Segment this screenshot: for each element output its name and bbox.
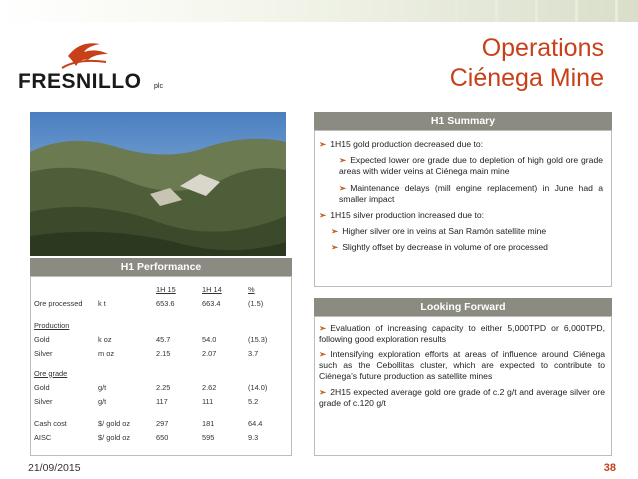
- bar-divider: [535, 0, 538, 22]
- summary-subbullet: ➢ Maintenance delays (mill engine replacement) in June had a smaller impact: [339, 183, 603, 204]
- forward-bullet: ➢ Intensifying exploration efforts at areas of influence around Ciénega such as the Cebollitas cluster, which are expected to contribute to Ciénega’s future production as satellite mines: [319, 349, 605, 381]
- page-subtitle: Ciénega Mine: [449, 64, 604, 92]
- page-title: Operations: [481, 34, 604, 62]
- summary-heading: H1 Summary: [314, 112, 612, 130]
- mine-photo: [30, 112, 286, 256]
- footer-date: 21/09/2015: [28, 462, 81, 474]
- summary-subbullet: ➢ Higher silver ore in veins at San Ramón satellite mine: [331, 226, 547, 236]
- forward-bullet: ➢ 2H15 expected average gold ore grade of c.2 g/t and average silver ore grade of c.120 g/t: [319, 387, 605, 408]
- column-header: 1H 14: [202, 284, 222, 294]
- table-row: Cash cost $/ gold oz 297 181 64.4: [34, 418, 263, 428]
- table-row: Gold g/t 2.25 2.62 (14.0): [34, 382, 268, 392]
- bar-divider: [615, 0, 618, 22]
- bar-divider: [455, 0, 458, 22]
- performance-table: [30, 282, 292, 444]
- table-header-row: [30, 282, 292, 296]
- bar-divider: [495, 0, 498, 22]
- performance-heading: H1 Performance: [30, 258, 292, 276]
- summary-subbullet: ➢ Expected lower ore grade due to depletion of high gold ore grade areas with wider veins at Ciénega main mine: [339, 155, 603, 176]
- bar-divider: [575, 0, 578, 22]
- column-header: %: [248, 284, 255, 294]
- table-row: Silver g/t 117 111 5.2: [34, 396, 259, 406]
- summary-panel: [314, 130, 612, 287]
- forward-bullet: ➢ Evaluation of increasing capacity to either 5,000TPD or 6,000TPD, following good exploration results: [319, 323, 605, 344]
- forward-heading: Looking Forward: [314, 298, 612, 316]
- summary-subbullet: ➢ Slightly offset by decrease in volume of ore processed: [331, 242, 548, 252]
- table-row: AISC $/ gold oz 650 595 9.3: [34, 432, 259, 442]
- fresnillo-logo: [18, 38, 178, 98]
- page-number: 38: [603, 462, 616, 474]
- summary-bullet: ➢ 1H15 silver production increased due to:: [319, 210, 485, 220]
- table-row: Silver m oz 2.15 2.07 3.7: [34, 348, 259, 358]
- forward-panel: [314, 316, 612, 456]
- table-row: Ore processed k t 653.6 663.4 (1.5): [34, 298, 264, 308]
- svg-text:plc: plc: [154, 83, 163, 90]
- svg-text:FRESNILLO: FRESNILLO: [18, 70, 142, 93]
- top-decorative-bar: [0, 0, 638, 22]
- section-row: Production: [34, 320, 70, 330]
- summary-bullet: ➢ 1H15 gold production decreased due to:: [319, 139, 484, 149]
- table-row: Gold k oz 45.7 54.0 (15.3): [34, 334, 268, 344]
- column-header: 1H 15: [156, 284, 176, 294]
- section-row: Ore grade: [34, 368, 68, 378]
